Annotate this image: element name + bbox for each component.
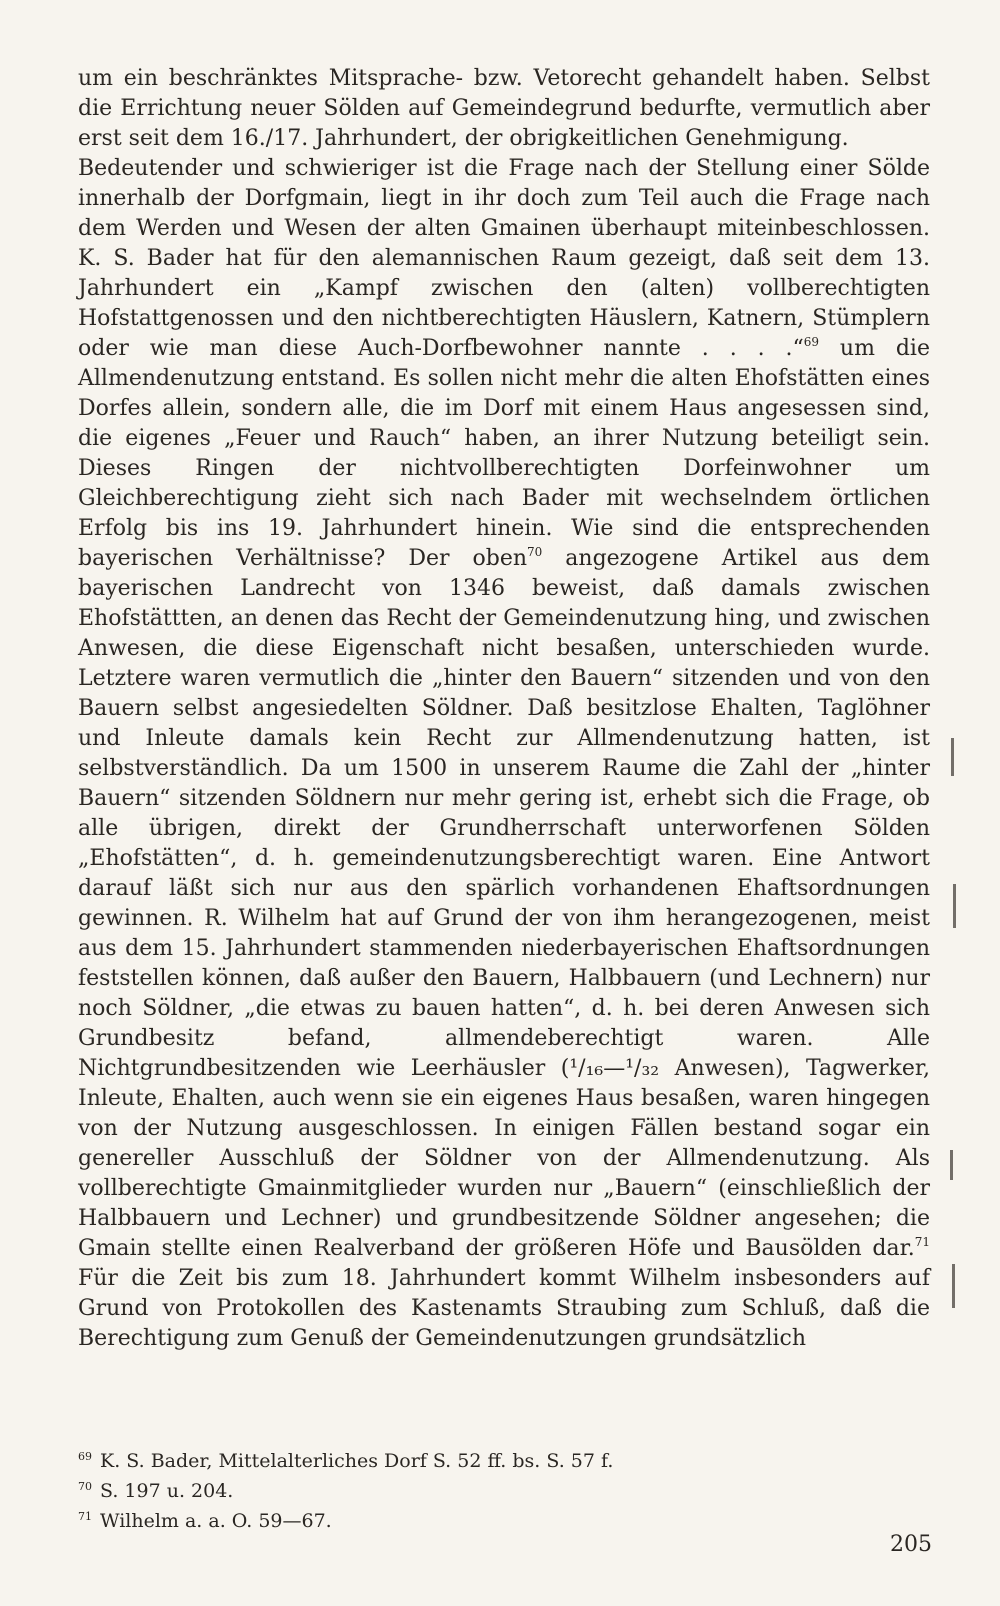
- text-segment: um die Allmendenutzung entstand. Es sollen nicht mehr die alten Ehofstätten eines Dorfes allein, sondern alle, die im Dorf mit einem Haus angesessen sind, die eigenes „Feuer und Rauch“ haben, an ihrer Nutzung beteiligt sein. Dieses Ringen der nichtvollberechtigten Dorfeinwohner um Gleichberechtigung zieht sich nach Bader mit wechselndem örtlichen Erfolg bis ins 19. Jahrhundert hinein. Wie sind die entsprechenden bayerischen Verhältnisse? Der oben: [78, 336, 930, 571]
- paragraph: [78, 154, 930, 1354]
- footnote-text: Wilhelm a. a. O. 59—67.: [100, 1510, 332, 1532]
- margin-mark: [953, 884, 956, 928]
- text-segment: Bedeutender und schwieriger ist die Frage nach der Stellung einer Sölde innerhalb der Dorfgmain, liegt in ihr doch zum Teil auch die Frage nach dem Werden und Wesen der alten Gmainen überhaupt miteinbeschlossen. K. S. Bader hat für den alemannischen Raum gezeigt, daß seit dem 13. Jahrhundert ein „Kampf zwischen den (alten) vollberechtigten Hofstattgenossen und den nichtberechtigten Häuslern, Katnern, Stümplern oder wie man diese Auch-Dorfbewohner nannte . . . .“: [78, 156, 930, 361]
- margin-mark: [950, 1150, 953, 1180]
- footnote-ref: 69: [803, 335, 820, 349]
- footnote-number: 69: [78, 1450, 92, 1463]
- footnotes: [78, 1444, 930, 1534]
- text-segment: um ein beschränktes Mitsprache- bzw. Vetorecht gehandelt haben. Selbst die Errichtung neuer Sölden auf Gemeindegrund bedurfte, vermutlich aber erst seit dem 16./17. Jahrhundert, der obrigkeitlichen Genehmigung.: [78, 66, 930, 151]
- footnote: [78, 1504, 930, 1534]
- footnote: [78, 1474, 930, 1504]
- page-number: 205: [890, 1532, 932, 1557]
- text-segment: angezogene Artikel aus dem bayerischen Landrecht von 1346 beweist, daß damals zwischen Ehofstättten, an denen das Recht der Gemeindenutzung hing, und zwischen Anwesen, die diese Eigenschaft nicht besaßen, unterschieden wurde. Letztere waren vermutlich die „hinter den Bauern“ sitzenden und von den Bauern selbst angesiedelten Söldner. Daß besitzlose Ehalten, Taglöhner und Inleute damals kein Recht zur Allmendenutzung hatten, ist selbstverständlich. Da um 1500 in unserem Raume die Zahl der „hinter Bauern“ sitzenden Söldnern nur mehr gering ist, erhebt sich die Frage, ob alle übrigen, direkt der Grundherrschaft unterworfenen Sölden „Ehofstätten“, d. h. gemeindenutzungsberechtigt waren. Eine Antwort darauf läßt sich nur aus den spärlich vorhandenen Ehaftsordnungen gewinnen. R. Wilhelm hat auf Grund der von ihm herangezogenen, meist aus dem 15. Jahrhundert stammenden niederbayerischen Ehaftsordnungen feststellen können, daß außer den Bauern, Halbbauern (und Lechnern) nur noch Söldner, „die etwas zu bauen hatten“, d. h. bei deren Anwesen sich Grundbesitz befand, allmendeberechtigt waren. Alle Nichtgrundbesitzenden wie Leerhäusler (¹/₁₆—¹/₃₂ Anwesen), Tagwerker, Inleute, Ehalten, auch wenn sie ein eigenes Haus besaßen, waren hingegen von der Nutzung ausgeschlossen. In einigen Fällen bestand sogar ein genereller Ausschluß der Söldner von der Allmendenutzung. Als vollberechtigte Gmainmitglieder wurden nur „Bauern“ (einschließlich der Halbbauern und Lechner) und grundbesitzende Söldner angesehen; die Gmain stellte einen Realverband der größeren Höfe und Bausölden dar.: [78, 546, 930, 1261]
- text-segment: Für die Zeit bis zum 18. Jahrhundert kommt Wilhelm insbesonders auf Grund von Protokollen des Kastenamts Straubing zum Schluß, daß die Berechtigung zum Genuß der Gemeindenutzungen grundsätzlich: [78, 1266, 930, 1351]
- footnote-ref: 71: [914, 1235, 930, 1249]
- paragraph: [78, 64, 930, 154]
- body-text: [78, 64, 930, 1354]
- margin-mark: [952, 1264, 955, 1308]
- footnote-number: 71: [78, 1510, 92, 1523]
- footnote-number: 70: [78, 1480, 92, 1493]
- footnote-ref: 70: [527, 545, 543, 559]
- footnote-text: S. 197 u. 204.: [100, 1480, 234, 1502]
- footnote: [78, 1444, 930, 1474]
- margin-mark: [951, 738, 954, 776]
- footnote-text: K. S. Bader, Mittelalterliches Dorf S. 52 ff. bs. S. 57 f.: [100, 1450, 614, 1472]
